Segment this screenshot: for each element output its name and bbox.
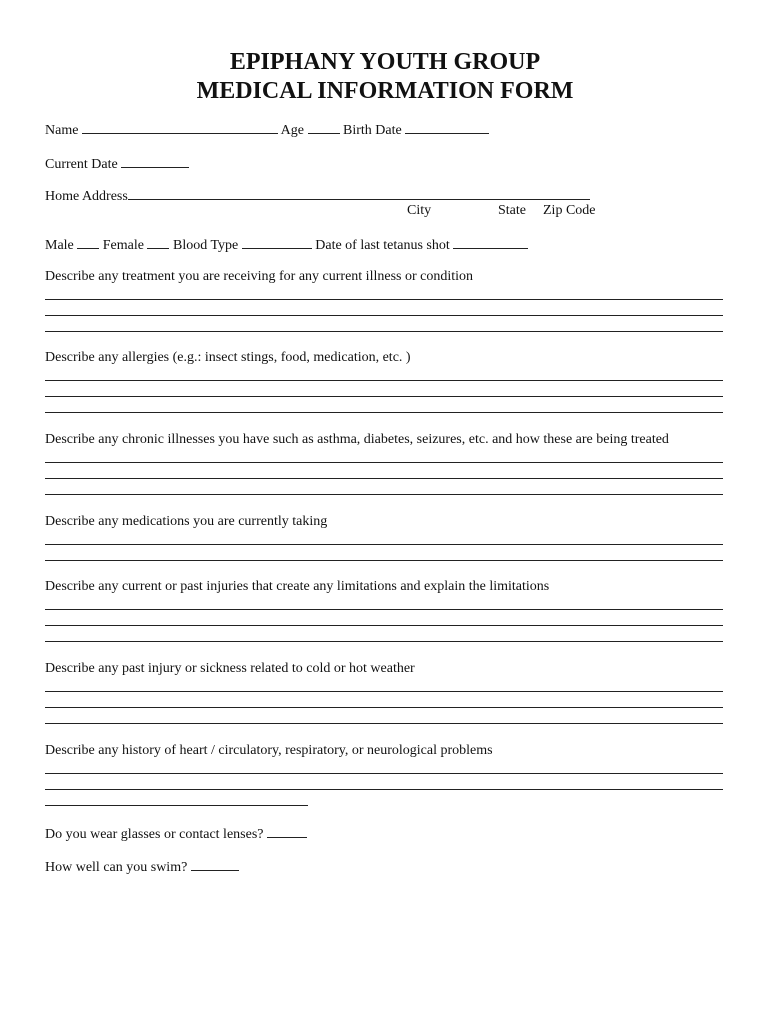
name-label: Name: [45, 123, 79, 138]
male-label: Male: [45, 238, 74, 253]
treatment-line-3[interactable]: [45, 331, 723, 332]
blood-type-field[interactable]: [242, 236, 312, 249]
tetanus-label: Date of last tetanus shot: [315, 238, 450, 253]
swim-field[interactable]: [191, 858, 239, 871]
treatment-line-1[interactable]: [45, 299, 723, 300]
sex-blood-tetanus-row: [45, 236, 528, 254]
home-address-label: Home Address: [45, 189, 128, 204]
medications-line-1[interactable]: [45, 544, 723, 545]
injuries-question: Describe any current or past injuries that create any limitations and explain the limitations: [45, 579, 550, 594]
chronic-line-3[interactable]: [45, 494, 723, 495]
allergies-line-1[interactable]: [45, 380, 723, 381]
history-line-1[interactable]: [45, 773, 723, 774]
glasses-question: Do you wear glasses or contact lenses?: [45, 827, 264, 842]
state-caption: State: [498, 203, 526, 218]
medications-question: Describe any medications you are currently taking: [45, 514, 328, 529]
tetanus-field[interactable]: [453, 236, 528, 249]
medications-line-2[interactable]: [45, 560, 723, 561]
title-line-1: EPIPHANY YOUTH GROUP: [229, 49, 541, 75]
treatment-line-2[interactable]: [45, 315, 723, 316]
allergies-line-2[interactable]: [45, 396, 723, 397]
form-title: [0, 48, 770, 106]
swim-question: How well can you swim?: [45, 860, 188, 875]
blood-type-label: Blood Type: [172, 238, 239, 253]
current-date-row: [45, 155, 189, 173]
weather-line-3[interactable]: [45, 723, 723, 724]
birth-date-field[interactable]: [405, 121, 489, 134]
swim-row: [45, 858, 239, 876]
female-label: Female: [102, 238, 144, 253]
injuries-line-3[interactable]: [45, 641, 723, 642]
injuries-line-1[interactable]: [45, 609, 723, 610]
weather-line-2[interactable]: [45, 707, 723, 708]
zip-caption: Zip Code: [543, 203, 596, 218]
age-label: Age: [280, 123, 304, 138]
title-line-2: MEDICAL INFORMATION FORM: [196, 78, 574, 104]
age-field[interactable]: [308, 121, 340, 134]
glasses-field[interactable]: [267, 825, 307, 838]
treatment-question: Describe any treatment you are receiving for any current illness or condition: [45, 269, 474, 284]
chronic-question: Describe any chronic illnesses you have such as asthma, diabetes, seizures, etc. and how these are being treated: [45, 432, 669, 447]
history-line-2[interactable]: [45, 789, 723, 790]
name-age-birth-row: [45, 121, 489, 139]
current-date-field[interactable]: [121, 155, 189, 168]
female-field[interactable]: [147, 236, 169, 249]
chronic-line-2[interactable]: [45, 478, 723, 479]
city-caption: City: [407, 203, 432, 218]
chronic-line-1[interactable]: [45, 462, 723, 463]
injuries-line-2[interactable]: [45, 625, 723, 626]
male-field[interactable]: [77, 236, 99, 249]
history-question: Describe any history of heart / circulatory, respiratory, or neurological problems: [45, 743, 493, 758]
history-line-3[interactable]: [45, 805, 308, 806]
weather-line-1[interactable]: [45, 691, 723, 692]
weather-question: Describe any past injury or sickness related to cold or hot weather: [45, 661, 415, 676]
glasses-row: [45, 825, 307, 843]
allergies-question: Describe any allergies (e.g.: insect stings, food, medication, etc. ): [45, 350, 411, 365]
home-address-field[interactable]: [128, 187, 590, 200]
allergies-line-3[interactable]: [45, 412, 723, 413]
name-field[interactable]: [82, 121, 278, 134]
current-date-label: Current Date: [45, 157, 118, 172]
birth-date-label: Birth Date: [343, 123, 402, 138]
